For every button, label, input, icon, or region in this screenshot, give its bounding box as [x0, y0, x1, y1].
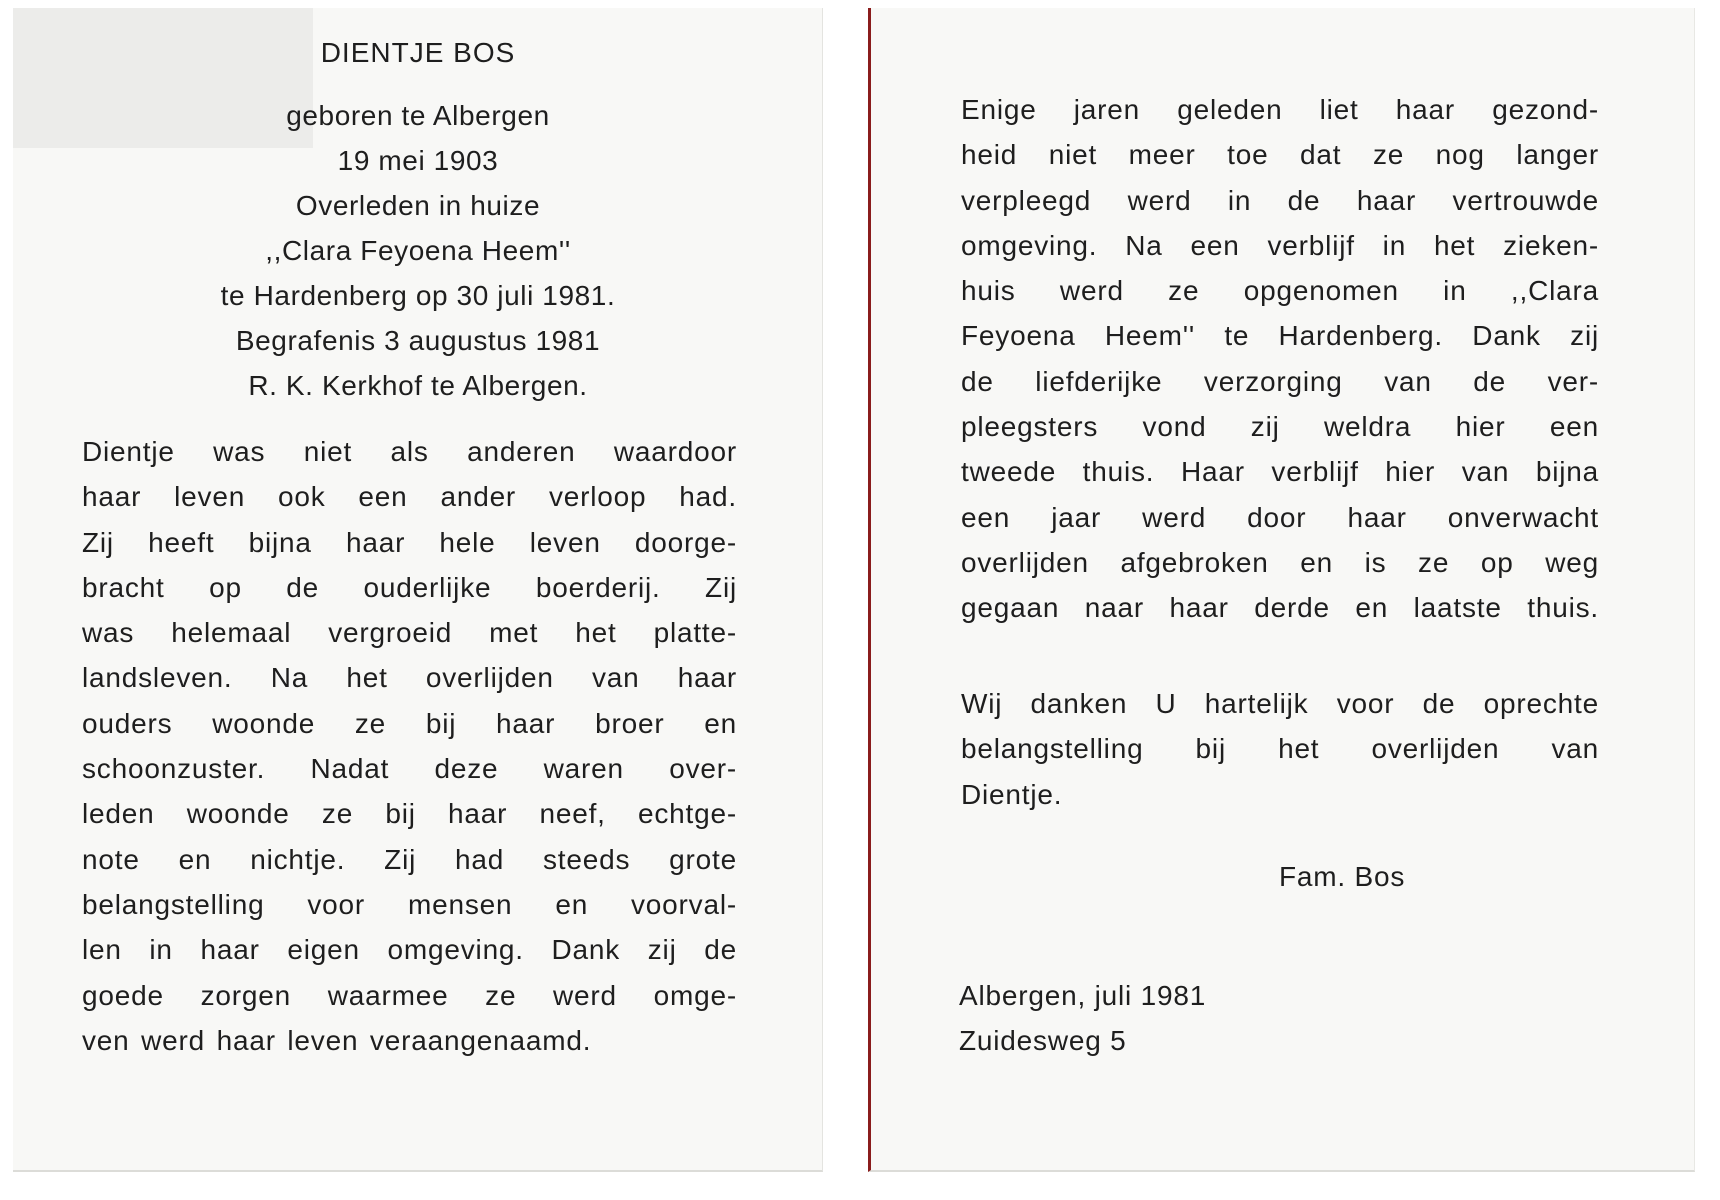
thanks-line: belangstelling bij het overlijden van	[961, 733, 1599, 765]
deceased-name: DIENTJE BOS	[320, 37, 516, 68]
biography-line: note en nichtje. Zij had steeds grote	[82, 843, 737, 875]
biography-line: Zij heeft bijna haar hele leven doorge-	[82, 526, 737, 558]
biography-line: bracht op de ouderlijke boerderij. Zij	[82, 571, 737, 603]
biography-line: ouders woonde ze bij haar broer en	[82, 707, 737, 739]
memorial-card-left	[13, 8, 823, 1172]
thanks-line: Wij danken U hartelijk voor de oprechte	[961, 688, 1599, 719]
thanks-line: Dientje.	[961, 778, 1063, 810]
care-home-line: tweede thuis. Haar verblijf hier van bijna	[961, 456, 1599, 488]
care-home-line: Enige jaren geleden liet haar gezond-	[961, 94, 1599, 125]
care-home-line: een jaar werd door haar onverwacht	[961, 501, 1599, 533]
care-home-line: verpleegd werd in de haar vertrouwde	[961, 184, 1599, 216]
funeral-date: Begrafenis 3 augustus 1981	[235, 325, 601, 356]
biography-line: was helemaal vergroeid met het platte-	[82, 617, 737, 649]
biography-line: Dientje was niet als anderen waardoor	[82, 436, 737, 467]
death-location-intro: Overleden in huize	[295, 190, 541, 221]
biography-line: landsleven. Na het overlijden van haar	[82, 662, 737, 694]
biography-line: ven werd haar leven veraangenaamd.	[82, 1024, 592, 1056]
thanks-text	[961, 681, 1599, 817]
care-home-line: omgeving. Na een verblijf in het zieken-	[961, 229, 1599, 261]
biography-line: belangstelling voor mensen en voorval-	[82, 888, 737, 920]
biography-text	[82, 429, 737, 1063]
biography-line: goede zorgen waarmee ze werd omge-	[82, 979, 737, 1011]
care-home-line: pleegsters vond zij weldra hier een	[961, 411, 1599, 443]
biography-line: len in haar eigen omgeving. Dank zij de	[82, 934, 737, 966]
place-and-address	[959, 973, 1206, 1063]
birth-place: geboren te Albergen	[286, 100, 550, 131]
death-location-home: ,,Clara Feyoena Heem''	[265, 235, 571, 266]
memorial-card-right	[868, 8, 1695, 1172]
care-home-line: de liefderijke verzorging van de ver-	[961, 365, 1599, 397]
place-date: Albergen, juli 1981	[959, 980, 1207, 1011]
family-signature: Fam. Bos	[1279, 861, 1406, 892]
care-home-line: Feyoena Heem'' te Hardenberg. Dank zij	[961, 320, 1599, 352]
care-home-line: huis werd ze opgenomen in ,,Clara	[961, 275, 1599, 307]
care-home-line: heid niet meer toe dat ze nog langer	[961, 139, 1599, 171]
biography-line: schoonzuster. Nadat deze waren over-	[82, 753, 737, 785]
biography-line: leden woonde ze bij haar neef, echtge-	[82, 798, 737, 830]
address: Zuidesweg 5	[959, 1025, 1127, 1056]
heading-block	[13, 30, 823, 408]
birth-date: 19 mei 1903	[337, 145, 499, 176]
care-home-text	[961, 87, 1599, 631]
care-home-line: gegaan naar haar derde en laatste thuis.	[961, 592, 1599, 624]
cemetery: R. K. Kerkhof te Albergen.	[248, 370, 588, 401]
biography-line: haar leven ook een ander verloop had.	[82, 481, 737, 513]
care-home-line: overlijden afgebroken en is ze op weg	[961, 546, 1599, 578]
death-place-date: te Hardenberg op 30 juli 1981.	[220, 280, 616, 311]
